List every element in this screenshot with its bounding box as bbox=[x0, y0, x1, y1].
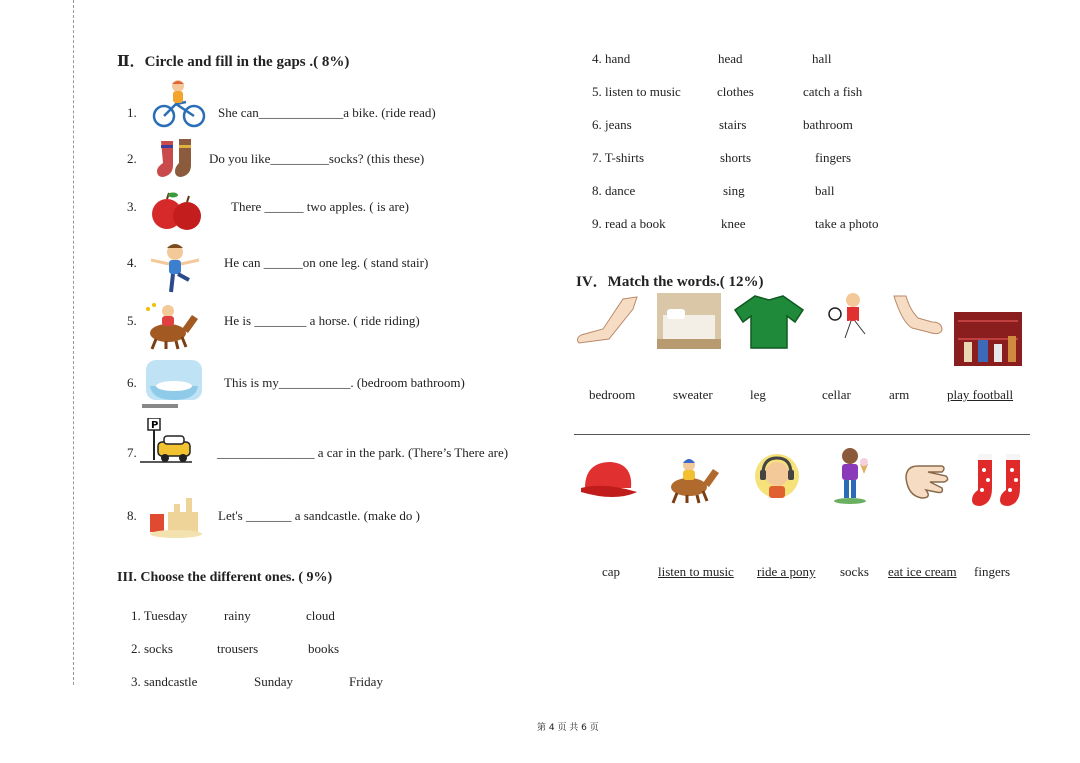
hand-fingers-icon bbox=[902, 458, 950, 502]
choice-row-1-b: rainy bbox=[224, 608, 251, 623]
item-3-text: There ______ two apples. ( is are) bbox=[231, 199, 409, 214]
girl-riding-pony-icon bbox=[659, 455, 725, 507]
match-word-cellar: cellar bbox=[822, 387, 851, 402]
choice-row-8-a: 8. dance bbox=[592, 183, 636, 198]
parking-car-icon bbox=[140, 418, 192, 464]
item-3-number: 3. bbox=[127, 199, 137, 214]
choice-row-1-a: 1. Tuesday bbox=[131, 608, 188, 623]
item-7-number: 7. bbox=[127, 445, 137, 460]
choice-row-4-c: hall bbox=[812, 51, 832, 66]
match-word-eat-ice-cream: eat ice cream bbox=[888, 564, 957, 579]
sandcastle-icon bbox=[148, 492, 204, 538]
boy-on-one-leg-icon bbox=[145, 242, 207, 294]
item-2-number: 2. bbox=[127, 151, 137, 166]
section-4-title: IV．Match the words.( 12%) bbox=[576, 274, 764, 290]
choice-row-3-b: Sunday bbox=[254, 674, 293, 689]
choice-row-3-c: Friday bbox=[349, 674, 383, 689]
item-1-number: 1. bbox=[127, 105, 137, 120]
item-2-text: Do you like_________socks? (this these) bbox=[209, 151, 425, 166]
section-3-title: III. Choose the different ones. ( 9%) bbox=[117, 570, 333, 585]
boy-playing-football-icon bbox=[825, 292, 877, 350]
red-socks-icon bbox=[972, 452, 1030, 512]
match-word-play-football: play football bbox=[947, 387, 1014, 402]
choice-row-7-c: fingers bbox=[815, 150, 852, 165]
section-divider-line bbox=[574, 434, 1030, 435]
match-word-cap: cap bbox=[602, 564, 621, 579]
svg-text:P: P bbox=[151, 420, 159, 431]
socks-icon bbox=[155, 137, 201, 183]
boy-riding-horse-icon bbox=[140, 301, 202, 351]
leg-icon bbox=[575, 293, 641, 349]
binding-dashed-line bbox=[73, 0, 74, 685]
item-5-number: 5. bbox=[127, 313, 137, 328]
match-word-arm: arm bbox=[889, 387, 910, 402]
choice-row-2-c: books bbox=[308, 641, 340, 656]
item-1-text: She can_____________a bike. (ride read) bbox=[218, 105, 436, 120]
choice-row-2-b: trousers bbox=[217, 641, 259, 656]
match-word-fingers: fingers bbox=[974, 564, 1011, 579]
choice-row-8-b: sing bbox=[723, 183, 745, 198]
girl-riding-bike-icon bbox=[152, 78, 206, 128]
apples-icon bbox=[147, 188, 207, 234]
choice-row-2-a: 2. socks bbox=[131, 641, 173, 656]
choice-row-9-b: knee bbox=[721, 216, 746, 231]
item-6-number: 6. bbox=[127, 375, 137, 390]
match-word-listen-to-music: listen to music bbox=[658, 564, 734, 579]
choice-row-6-a: 6. jeans bbox=[592, 117, 632, 132]
match-word-socks: socks bbox=[840, 564, 869, 579]
item-5-text: He is ________ a horse. ( ride riding) bbox=[224, 313, 420, 328]
choice-row-4-a: 4. hand bbox=[592, 51, 631, 66]
choice-row-6-b: stairs bbox=[719, 117, 747, 132]
boy-listening-music-icon bbox=[749, 452, 805, 502]
choice-row-3-a: 3. sandcastle bbox=[131, 674, 198, 689]
choice-row-5-c: catch a fish bbox=[803, 84, 863, 99]
item-6-text: This is my___________. (bedroom bathroom) bbox=[224, 375, 465, 390]
bathtub-icon bbox=[142, 358, 204, 412]
choice-row-7-a: 7. T-shirts bbox=[592, 150, 645, 165]
match-word-bedroom: bedroom bbox=[589, 387, 636, 402]
cap-icon bbox=[575, 458, 639, 504]
cellar-icon bbox=[954, 312, 1022, 366]
boy-eating-ice-cream-icon bbox=[826, 446, 874, 504]
bedroom-icon bbox=[657, 293, 721, 349]
choice-row-5-b: clothes bbox=[717, 84, 754, 99]
match-word-leg: leg bbox=[750, 387, 766, 402]
choice-row-1-c: cloud bbox=[306, 608, 335, 623]
match-word-ride-a-pony: ride a pony bbox=[757, 564, 816, 579]
choice-row-4-b: head bbox=[718, 51, 743, 66]
choice-row-9-a: 9. read a book bbox=[592, 216, 666, 231]
item-8-number: 8. bbox=[127, 508, 137, 523]
page-number-footer: 第 4 页 共 6 页 bbox=[537, 723, 599, 733]
item-4-text: He can ______on one leg. ( stand stair) bbox=[224, 255, 429, 270]
choice-row-5-a: 5. listen to music bbox=[592, 84, 681, 99]
match-word-sweater: sweater bbox=[673, 387, 713, 402]
choice-row-9-c: take a photo bbox=[815, 216, 879, 231]
choice-row-8-c: ball bbox=[815, 183, 835, 198]
item-4-number: 4. bbox=[127, 255, 137, 270]
section-2-title: Ⅱ．Circle and fill in the gaps .( 8%) bbox=[117, 54, 350, 70]
arm-icon bbox=[888, 292, 944, 348]
choice-row-7-b: shorts bbox=[720, 150, 752, 165]
choice-row-6-c: bathroom bbox=[803, 117, 853, 132]
item-7-text: _______________ a car in the park. (There’s There are) bbox=[217, 445, 509, 460]
item-8-text: Let's _______ a sandcastle. (make do ) bbox=[218, 508, 420, 523]
sweater-icon bbox=[733, 292, 805, 350]
